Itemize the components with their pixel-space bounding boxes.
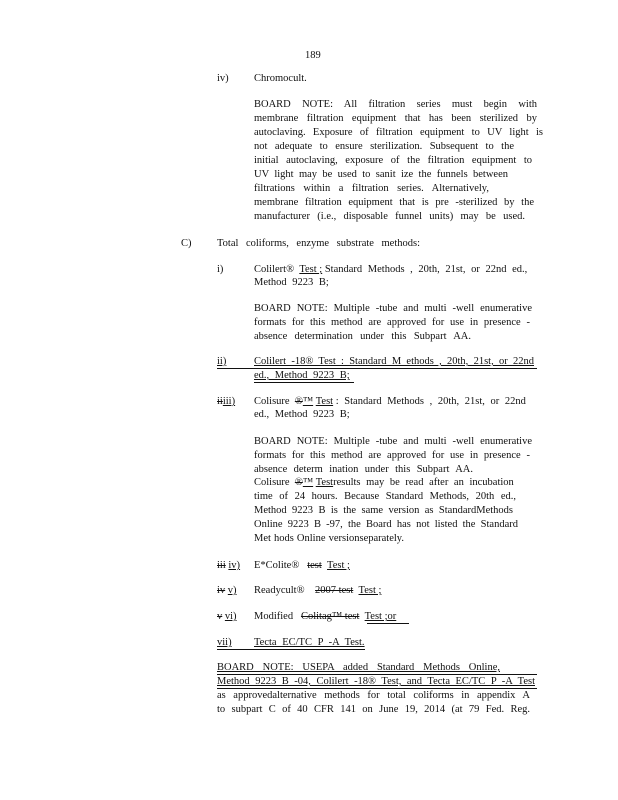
note-line: UV light may be used to sanit ize the funnels between	[254, 169, 508, 180]
note-line: Method 9223 B is the same version as StandardMethods	[254, 505, 513, 516]
struck-label: iv	[217, 585, 226, 596]
note-line: BOARD NOTE: All filtration series must begin with	[254, 99, 537, 110]
inserted-text: ™	[302, 477, 314, 488]
note-line: BOARD NOTE: Multiple -tube and multi -well enumerative	[254, 436, 532, 447]
struck-label: v	[217, 611, 223, 622]
inserted-label: iii)	[222, 396, 236, 407]
note-line: to subpart C of 40 CFR 141 on June 19, 2014 (at 79 Fed. Reg.	[217, 704, 530, 715]
struck-text: ®	[294, 477, 303, 488]
struck-text: Colitag™ test	[300, 611, 360, 622]
inserted-text: Test ;	[358, 585, 382, 596]
item-label: i)	[217, 264, 224, 275]
underline-rule	[217, 688, 537, 689]
item-text	[254, 585, 381, 597]
note-line: filtrations within a filtration series. Alternatively,	[254, 183, 489, 194]
section-label: C)	[181, 238, 192, 249]
item-label	[217, 560, 240, 572]
underline-rule	[217, 368, 537, 369]
underline-rule	[217, 649, 365, 650]
method-ref: Standard Methods , 20th, 21st, or 22nd ed.,	[324, 264, 528, 275]
struck-label: iii	[217, 560, 226, 571]
note-text: results may be read after an incubation	[333, 477, 514, 488]
underline-rule	[254, 382, 354, 383]
item-label	[217, 611, 237, 623]
inserted-text: Test	[315, 396, 334, 407]
struck-text: test	[307, 560, 322, 571]
item-text: Tecta EC/TC P -A Test.	[254, 637, 365, 648]
note-line: BOARD NOTE: USEPA added Standard Methods Online,	[217, 662, 500, 673]
item-text: ed., Method 9223 B;	[254, 409, 350, 420]
page-number: 189	[305, 50, 321, 61]
note-line: membrane filtration equipment that has been sterilized by	[254, 113, 537, 124]
product-name: E*Colite®	[254, 560, 300, 571]
note-line: time of 24 hours. Because Standard Methods, 20th ed.,	[254, 491, 516, 502]
product-name: Readycult®	[254, 585, 305, 596]
item-label: ii)	[217, 356, 227, 367]
inserted-label: iv)	[228, 560, 241, 571]
inserted-text: Test ;	[327, 560, 350, 571]
note-line: absence determ ination under this Subpart AA.	[254, 464, 473, 475]
product-name: Colisure	[254, 477, 290, 488]
inserted-text: Test ;	[299, 264, 323, 275]
item-text: Method 9223 B;	[254, 277, 329, 288]
struck-label: ii	[217, 396, 223, 407]
method-ref: : Standard Methods , 20th, 21st, or 22nd	[335, 396, 526, 407]
item-title: Chromocult.	[254, 73, 307, 84]
struck-text: ®	[294, 396, 303, 407]
note-line: absence determination under this Subpart AA.	[254, 331, 471, 342]
note-line: not adequate to ensure sterilization. Subsequent to the	[254, 141, 514, 152]
inserted-text: ™	[302, 396, 314, 407]
note-line: formats for this method are approved for use in presence -	[254, 450, 530, 461]
inserted-label: v)	[227, 585, 237, 596]
note-line: autoclaving. Exposure of filtration equipment to UV light is	[254, 127, 543, 138]
item-text	[254, 560, 350, 572]
note-line: membrane filtration equipment that is pre -sterilized by the	[254, 197, 534, 208]
item-text: ed., Method 9223 B;	[254, 370, 350, 381]
item-text	[254, 264, 527, 276]
note-line: as approvedalternative methods for total coliforms in appendix A	[217, 690, 530, 701]
item-label: iv)	[217, 73, 229, 84]
item-text: Colilert -18® Test : Standard M ethods , 20th, 21st, or 22nd	[254, 356, 534, 367]
item-text	[254, 611, 396, 623]
product-name: Colilert®	[254, 264, 295, 275]
item-label	[217, 585, 237, 597]
note-line: manufacturer (i.e., disposable funnel units) may be used.	[254, 211, 525, 222]
item-text	[254, 396, 526, 408]
product-name: Colisure	[254, 396, 290, 407]
struck-text: 2007 test	[315, 585, 354, 596]
inserted-label: vi)	[224, 611, 237, 622]
note-line: initial autoclaving, exposure of the filtration equipment to	[254, 155, 532, 166]
note-line: formats for this method are approved for use in presence -	[254, 317, 530, 328]
note-line: BOARD NOTE: Multiple -tube and multi -well enumerative	[254, 303, 532, 314]
item-label: vii)	[217, 637, 232, 648]
underline-rule	[217, 674, 537, 675]
product-name: Modified	[254, 611, 294, 622]
inserted-text: Test	[315, 477, 334, 488]
section-title: Total coliforms, enzyme substrate methods:	[217, 238, 420, 249]
item-label	[217, 396, 235, 408]
inserted-text: Test ;or	[364, 611, 397, 622]
note-line: Method 9223 B -04, Colilert -18® Test, and Tecta EC/TC P -A Test	[217, 676, 535, 687]
note-line: Online 9223 B -97, the Board has not listed the Standard	[254, 519, 518, 530]
note-line	[254, 477, 514, 489]
note-line: Met hods Online versionseparately.	[254, 533, 404, 544]
underline-rule	[367, 623, 409, 624]
